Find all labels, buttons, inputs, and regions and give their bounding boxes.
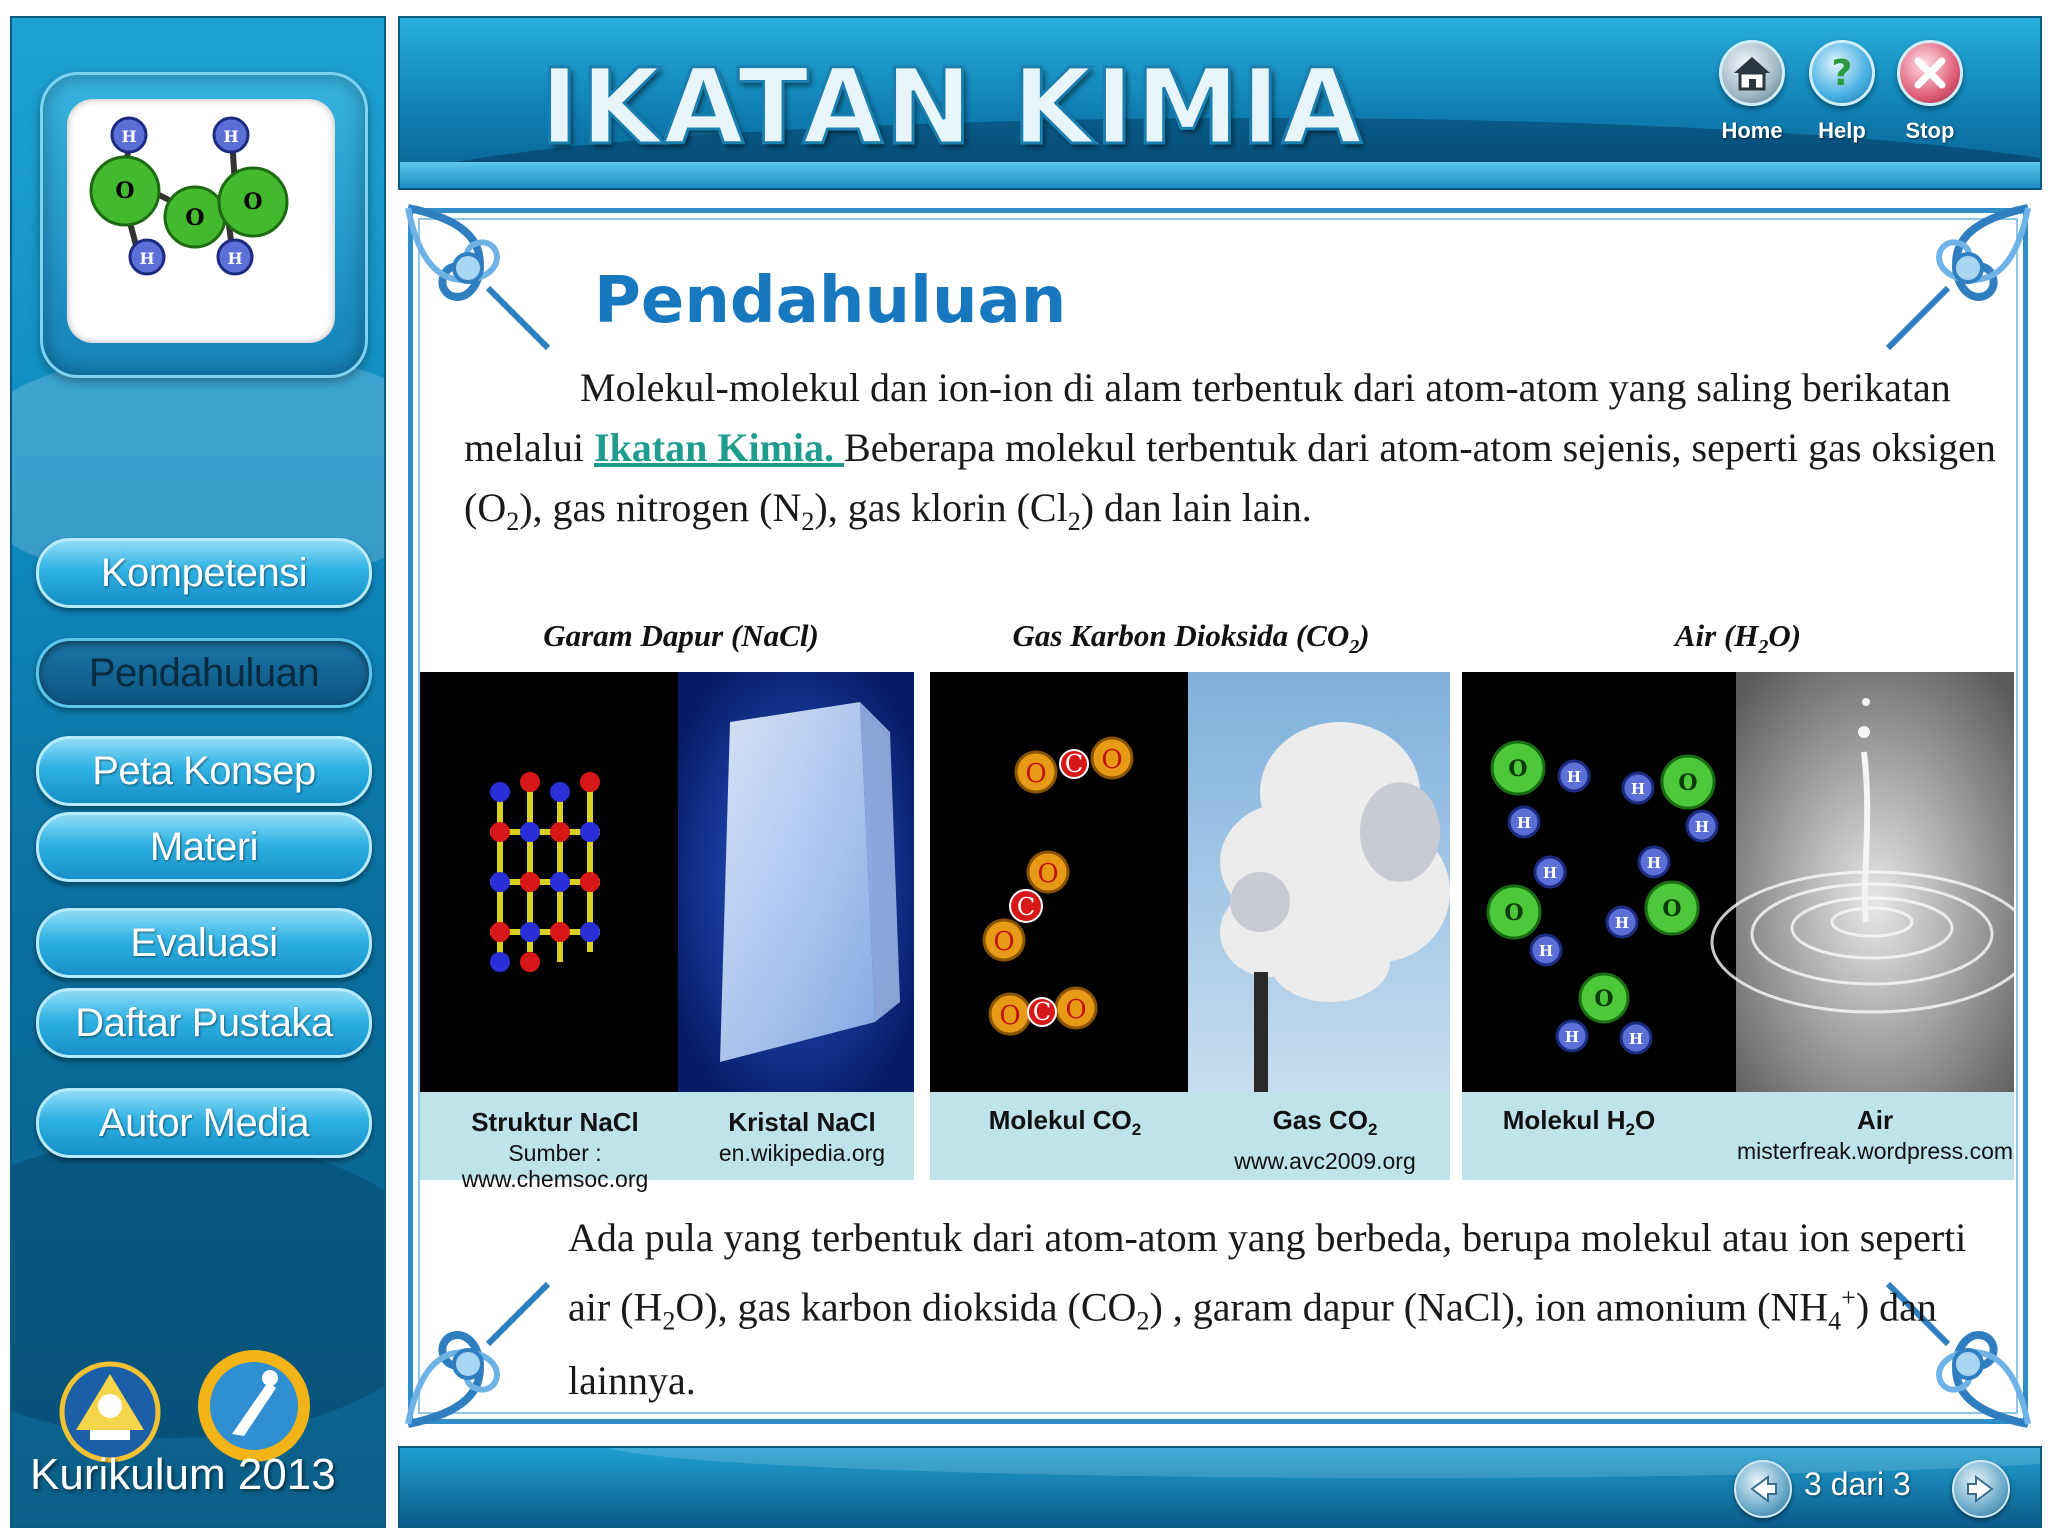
svg-text:O: O [1678, 770, 1698, 796]
nacl-lattice-image [420, 672, 678, 1092]
svg-text:H: H [1646, 854, 1662, 872]
app-title: IKATAN KIMIA [540, 46, 1365, 168]
svg-text:H: H [1564, 1028, 1580, 1046]
help-icon [1809, 40, 1875, 106]
sidebar-item-materi[interactable]: Materi [36, 812, 372, 882]
caption-molekul-h2o: Molekul $H_2O$ [1502, 1105, 1656, 1140]
svg-text:O: O [115, 178, 135, 204]
sidebar-item-daftar-pustaka[interactable]: Daftar Pustaka [36, 988, 372, 1058]
nacl-crystal-image [678, 672, 914, 1092]
co2-smokestack-image [1188, 672, 1450, 1092]
svg-text:H: H [1538, 942, 1554, 960]
pager [1720, 1456, 2020, 1516]
help-button[interactable] [1802, 40, 1882, 144]
sidebar-item-autor-media[interactable]: Autor Media [36, 1088, 372, 1158]
co2-caption-box [930, 1092, 1450, 1180]
molecule-icon [67, 99, 335, 343]
home-button[interactable] [1712, 40, 1792, 144]
svg-text:O: O [1662, 896, 1682, 922]
h2o-molecule-image [1462, 672, 1736, 1092]
svg-text:O: O [999, 1001, 1021, 1031]
co2-molecule-image [930, 672, 1188, 1092]
figure-title-nacl: Garam Dapur (NaCl) [543, 618, 819, 653]
figure-title-h2o: Air $(H_2O)$ [1674, 618, 1802, 659]
svg-text:C: C [1032, 998, 1052, 1026]
svg-text:O: O [1065, 995, 1087, 1025]
close-icon [1897, 40, 1963, 106]
svg-text:H: H [1542, 864, 1558, 882]
svg-text:O: O [1508, 756, 1528, 782]
help-label: Help [1818, 118, 1866, 143]
ornament-corner-icon [1878, 198, 2038, 358]
second-paragraph: Ada pula yang terbentuk dari atom-atom yang berbeda, berupa molekul atau ion seperti air $(H_2O)$, gas karbon dioksida $(CO_2)$ , garam dapur (NaCl), ion amonium $(NH_4^+)$ dan lainnya. [568, 1215, 1967, 1404]
svg-text:H: H [1694, 818, 1710, 836]
caption-struktur-nacl: Struktur NaCl Sumber : www.chemsoc.org [461, 1107, 649, 1192]
svg-text:O: O [243, 189, 263, 215]
svg-text:O: O [1037, 859, 1059, 889]
h2o-figure [1462, 672, 2014, 1092]
previous-page-button[interactable] [1734, 1460, 1792, 1518]
sidebar-item-evaluasi[interactable]: Evaluasi [36, 908, 372, 978]
svg-text:H: H [121, 127, 137, 146]
page-title: Pendahuluan [594, 264, 1067, 338]
sidebar-item-peta-konsep[interactable]: Peta Konsep [36, 736, 372, 806]
figure-title-co2: Gas Karbon Dioksida $(CO_2)$ [1012, 618, 1370, 659]
page-indicator: 3 dari 3 [1804, 1466, 1911, 1502]
svg-text:O: O [1594, 986, 1614, 1012]
svg-text:H: H [1628, 1030, 1644, 1048]
caption-air: Air misterfreak.wordpress.com [1736, 1105, 2014, 1164]
caption-gas-co2: Gas $CO_2$ www.avc2009.org [1234, 1105, 1416, 1175]
sidebar-item-pendahuluan[interactable]: Pendahuluan [36, 638, 372, 708]
ikatan-kimia-link[interactable]: Ikatan Kimia. [593, 425, 845, 470]
svg-text:?: ? [1831, 53, 1853, 94]
svg-text:H: H [1566, 768, 1582, 786]
arrow-left-icon [1736, 1462, 1790, 1516]
curriculum-label: Kurikulum 2013 [30, 1450, 336, 1499]
content-panel [398, 198, 2038, 1434]
header-bar [398, 16, 2042, 190]
sidebar-item-kompetensi[interactable]: Kompetensi [36, 538, 372, 608]
sidebar [10, 16, 386, 1528]
svg-text:O: O [1504, 900, 1524, 926]
nacl-figure [420, 672, 914, 1092]
svg-text:H: H [139, 249, 155, 268]
svg-text:C: C [1064, 750, 1084, 778]
footer-bar [398, 1446, 2042, 1528]
tut-wuri-handayani-logo [62, 1364, 158, 1460]
caption-molekul-co2: Molekul $CO_2$ [988, 1105, 1142, 1140]
intro-paragraph: Molekul-molekul dan ion-ion di alam terbentuk dari atom-atom yang saling berikatan melalui Ikatan Kimia. Beberapa molekul terbentuk dari atom-atom sejenis, seperti gas oksigen $(O_2)$, gas nitrogen $(N_2)$, gas klorin $(Cl_2)$ dan lain lain. [464, 365, 1996, 536]
svg-text:H: H [1614, 914, 1630, 932]
caption-kristal-nacl: Kristal NaCl en.wikipedia.org [718, 1107, 886, 1166]
stop-label: Stop [1905, 118, 1955, 143]
water-molecule-logo [67, 99, 335, 343]
svg-text:O: O [1101, 745, 1123, 775]
home-label: Home [1721, 118, 1783, 143]
app-logo-frame [40, 72, 368, 378]
nacl-caption-box [420, 1092, 914, 1192]
svg-text:H: H [223, 127, 239, 146]
arrow-right-icon [1954, 1462, 2008, 1516]
kurikulum-logo [198, 1350, 310, 1462]
svg-text:O: O [185, 205, 205, 231]
svg-text:O: O [993, 927, 1015, 957]
h2o-caption-box [1462, 1092, 2014, 1180]
svg-text:O: O [1025, 759, 1047, 789]
ornament-corner-icon [398, 198, 558, 358]
svg-text:H: H [227, 249, 243, 268]
ornament-corner-icon [398, 1274, 558, 1434]
water-splash-image [1712, 672, 2014, 1092]
home-icon [1719, 40, 1785, 106]
svg-text:H: H [1516, 814, 1532, 832]
next-page-button[interactable] [1952, 1460, 2010, 1518]
co2-figure [930, 672, 1450, 1092]
svg-text:C: C [1016, 893, 1036, 921]
svg-text:H: H [1630, 780, 1646, 798]
stop-button[interactable] [1890, 40, 1970, 144]
